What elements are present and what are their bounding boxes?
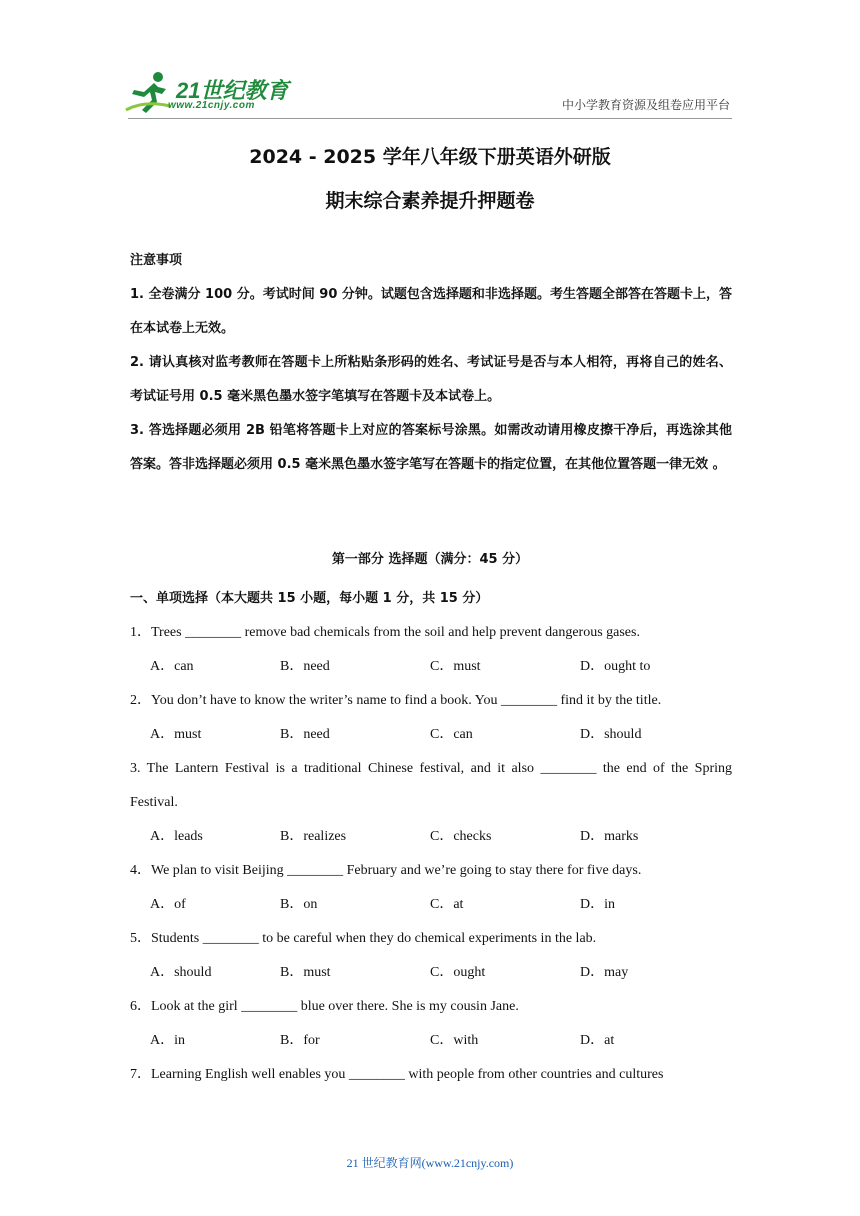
section-title: 一、单项选择（本大题共 15 小题，每小题 1 分，共 15 分） [130,591,489,606]
option: D．ought to [580,659,651,674]
option: B．realizes [280,829,347,844]
question-options [130,718,732,752]
question-stem: 1．Trees ________ remove bad chemicals from the soil and help prevent dangerous gases. [130,625,640,640]
option: C．at [430,897,464,912]
option: C．with [430,1033,479,1048]
platform-label: 中小学教育资源及组卷应用平台 [561,98,730,112]
option: A．should [150,965,212,980]
part-title: 第一部分 选择题（满分：45 分） [331,552,529,567]
option: C．ought [430,965,486,980]
notice-list [130,278,732,482]
notice-heading: 注意事项 [130,253,183,268]
footer-link[interactable]: 21 世纪教育网(www.21cnjy.com) [346,1156,514,1170]
logo-sub-text: www.21cnjy.com [168,100,255,111]
option: B．on [280,897,318,912]
question-stem: 2．You don’t have to know the writer’s name to find a book. You ________ find it by the title. [130,693,662,708]
question-stem: 3. The Lantern Festival is a traditional Chinese festival, and it also ________ the end of the Spring Festival. [130,761,732,810]
option: B．for [280,1033,320,1048]
option: A．leads [150,829,203,844]
option: A．must [150,727,202,742]
option: D．marks [580,829,639,844]
option: B．need [280,659,330,674]
option: D．in [580,897,615,912]
site-logo [124,70,294,116]
option: A．can [150,659,194,674]
runner-logo-icon [124,70,174,116]
question-options [130,956,732,990]
option: A．in [150,1033,185,1048]
exam-title: 2024 - 2025 学年八年级下册英语外研版 [249,146,611,168]
question-options [130,888,732,922]
notice-item: 3. 答选择题必须用 2B 铅笔将答题卡上对应的答案标号涂黑。如需改动请用橡皮擦干净后，再选涂其他答案。答非选择题必须用 0.5 毫米黑色墨水签字笔写在答题卡的指定位置，在其他位置答题一律无效 。 [130,423,732,472]
option: B．need [280,727,330,742]
option: D．at [580,1033,615,1048]
question-options [130,650,732,684]
question-options [130,820,732,854]
option: D．may [580,965,629,980]
exam-subtitle: 期末综合素养提升押题卷 [325,190,535,212]
header-divider [128,118,732,119]
option: B．must [280,965,331,980]
notice-item: 2. 请认真核对监考教师在答题卡上所粘贴条形码的姓名、考试证号是否与本人相符，再将自己的姓名、考试证号用 0.5 毫米黑色墨水签字笔填写在答题卡及本试卷上。 [130,355,732,404]
question-list [130,616,732,1092]
option: C．checks [430,829,492,844]
notice-item: 1. 全卷满分 100 分。考试时间 90 分钟。试题包含选择题和非选择题。考生答题全部答在答题卡上，答在本试卷上无效。 [130,287,732,336]
logo-main-text: 21世纪教育 [176,78,289,103]
option: C．must [430,659,481,674]
question-stem: 4．We plan to visit Beijing ________ February and we’re going to stay there for five days. [130,863,642,878]
option: C．can [430,727,473,742]
option: D．should [580,727,642,742]
question-stem: 7．Learning English well enables you ________ with people from other countries and cultures [130,1067,664,1082]
option: A．of [150,897,186,912]
question-stem: 5．Students ________ to be careful when they do chemical experiments in the lab. [130,931,597,946]
question-stem: 6．Look at the girl ________ blue over there. She is my cousin Jane. [130,999,519,1014]
question-options [130,1024,732,1058]
